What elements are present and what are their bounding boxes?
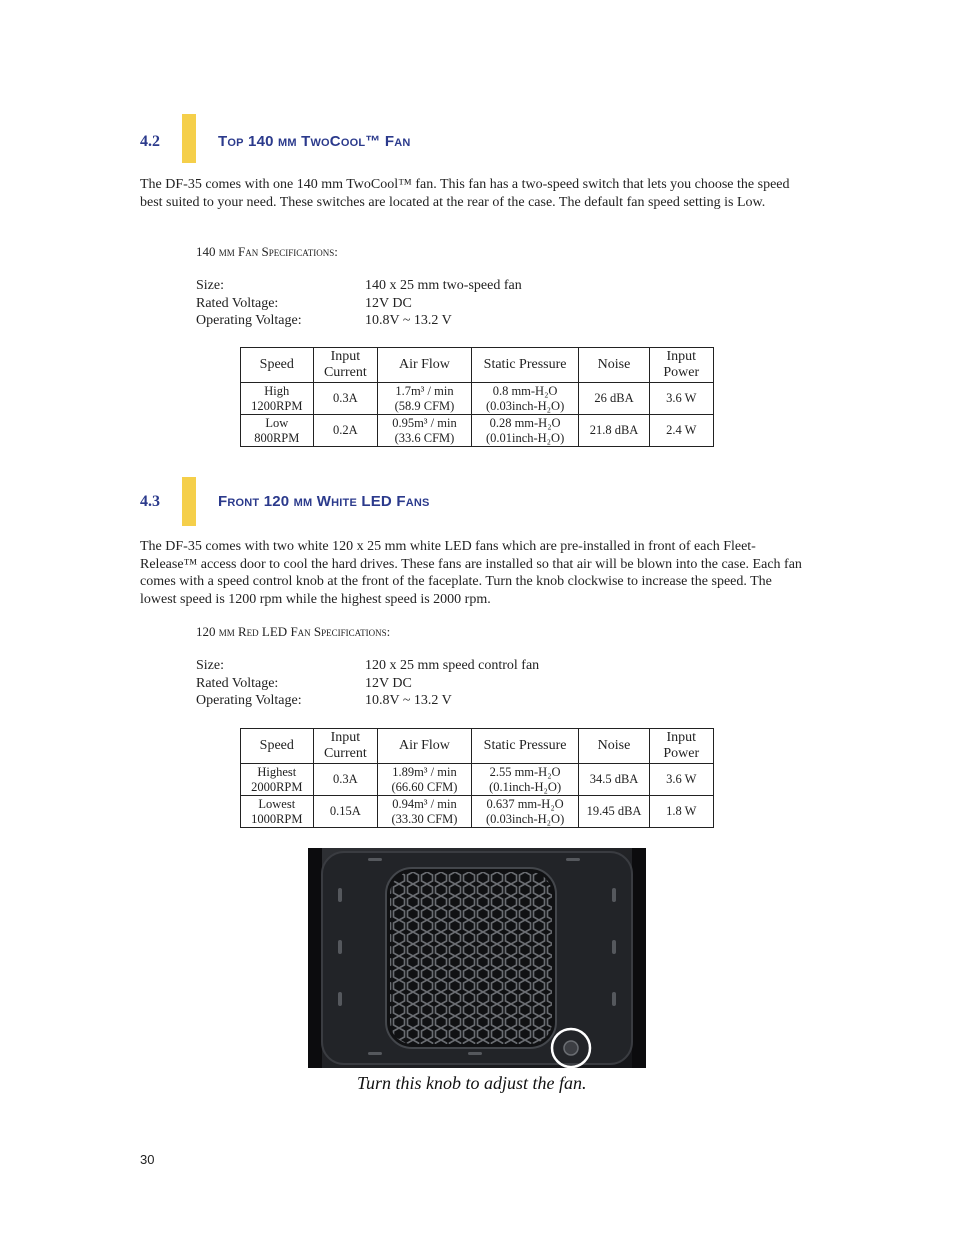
pressure-cell: [471, 796, 579, 828]
pressure-mm: 2.55 mm-H₂O: [489, 765, 561, 779]
speed-rpm: 1200RPM: [251, 398, 303, 413]
spec-label: Size:: [196, 278, 224, 293]
header-cell: Air Flow: [378, 348, 472, 383]
spec-label: Operating Voltage:: [196, 313, 302, 328]
pressure-cell: [471, 764, 579, 796]
power-cell: 3.6 W: [649, 764, 713, 796]
noise-cell: 21.8 dBA: [579, 415, 649, 447]
header-cell: Noise: [579, 348, 649, 383]
pressure-mm: 0.637 mm-H₂O: [486, 797, 564, 811]
fan-faceplate-photo: [308, 848, 646, 1068]
spec-heading: 120 mm Red LED Fan Specifications:: [196, 624, 391, 639]
power-cell: 2.4 W: [649, 415, 713, 447]
airflow-cell: [378, 383, 472, 415]
airflow-metric: 1.89m³ / min: [392, 765, 457, 779]
airflow-metric: 1.7m³ / min: [395, 384, 454, 398]
header-cell: Air Flow: [378, 729, 472, 764]
table-row: [241, 764, 714, 796]
spec-value: 10.8V ~ 13.2 V: [365, 313, 452, 328]
header-cell: Input Current: [313, 348, 378, 383]
airflow-metric: 0.94m³ / min: [392, 797, 457, 811]
spec-list: [196, 657, 696, 711]
spec-value: 12V DC: [365, 676, 412, 691]
section-accent-bar: [182, 477, 196, 526]
header-cell: Static Pressure: [471, 348, 579, 383]
noise-cell: 34.5 dBA: [579, 764, 649, 796]
airflow-cell: [378, 796, 472, 828]
speed-label: Highest: [257, 765, 297, 779]
table-header-row: [241, 729, 714, 764]
section-paragraph: The DF-35 comes with one 140 mm TwoCool™ fan. This fan has a two-speed switch that lets you choose the speed best suited to your need. These switches are located at the rear of the case. The default fan speed setting is Low.: [140, 177, 790, 210]
airflow-cell: [378, 764, 472, 796]
pressure-inch: (0.01inch-H₂O): [485, 430, 565, 445]
spec-list: [196, 277, 696, 331]
speed-cell: [241, 383, 314, 415]
header-cell: Noise: [579, 729, 649, 764]
current-cell: 0.3A: [313, 383, 378, 415]
page-number: 30: [140, 1152, 155, 1167]
noise-cell: 19.45 dBA: [579, 796, 649, 828]
current-cell: 0.3A: [313, 764, 378, 796]
section-number: 4.3: [140, 493, 160, 510]
spec-label: Operating Voltage:: [196, 693, 302, 708]
spec-row: [196, 657, 696, 675]
spec-label: Rated Voltage:: [196, 296, 279, 311]
speed-label: High: [264, 384, 290, 398]
header-cell: Input Power: [649, 348, 713, 383]
airflow-cell: [378, 415, 472, 447]
pressure-inch: (0.1inch-H₂O): [489, 779, 562, 794]
airflow-metric: 0.95m³ / min: [392, 416, 457, 430]
header-cell: Speed: [241, 729, 314, 764]
speed-cell: [241, 415, 314, 447]
pressure-inch: (0.03inch-H₂O): [485, 398, 565, 413]
spec-value: 140 x 25 mm two-speed fan: [365, 278, 522, 293]
fan-faceplate-image: [308, 848, 646, 1068]
speed-label: Lowest: [258, 797, 296, 811]
airflow-cfm: (66.60 CFM): [391, 779, 458, 794]
current-cell: 0.15A: [313, 796, 378, 828]
table-row: [241, 383, 714, 415]
header-cell: Speed: [241, 348, 314, 383]
figure-caption: Turn this knob to adjust the fan.: [357, 1073, 587, 1093]
current-cell: 0.2A: [313, 415, 378, 447]
spec-value: 120 x 25 mm speed control fan: [365, 658, 540, 673]
noise-cell: 26 dBA: [579, 383, 649, 415]
section-paragraph: The DF-35 comes with two white 120 x 25 mm white LED fans which are pre-installed in front of each Fleet-Release™ access door to cool the hard drives. These fans are installed so that air will be blown into the case. Each fan comes with a speed control knob at the front of the faceplate. Turn the knob clockwise to increase the speed. The lowest speed is 1200 rpm while the highest speed is 2000 rpm.: [140, 539, 802, 607]
pressure-mm: 0.28 mm-H₂O: [489, 416, 561, 430]
speed-rpm: 800RPM: [254, 430, 300, 445]
spec-row: [196, 692, 696, 710]
fan-spec-table: [240, 728, 714, 828]
spec-row: [196, 675, 696, 693]
spec-value: 10.8V ~ 13.2 V: [365, 693, 452, 708]
airflow-cfm: (33.30 CFM): [391, 811, 458, 826]
power-cell: 3.6 W: [649, 383, 713, 415]
pressure-mm: 0.8 mm-H₂O: [492, 384, 558, 398]
section-title: Top 140 mm TwoCool™ Fan: [218, 133, 411, 150]
spec-heading: 140 mm Fan Specifications:: [196, 244, 338, 259]
table-row: [241, 415, 714, 447]
table-header-row: [241, 348, 714, 383]
spec-value: 12V DC: [365, 296, 412, 311]
speed-cell: [241, 796, 314, 828]
spec-label: Rated Voltage:: [196, 676, 279, 691]
knob-icon: [564, 1041, 578, 1055]
section-title: Front 120 mm White LED Fans: [218, 493, 430, 510]
pressure-cell: [471, 415, 579, 447]
section-number: 4.2: [140, 133, 160, 150]
header-cell: Input Current: [313, 729, 378, 764]
spec-row: [196, 295, 696, 313]
speed-rpm: 1000RPM: [251, 811, 303, 826]
section-accent-bar: [182, 114, 196, 163]
pressure-inch: (0.03inch-H₂O): [485, 811, 565, 826]
table-row: [241, 796, 714, 828]
speed-cell: [241, 764, 314, 796]
spec-label: Size:: [196, 658, 224, 673]
spec-row: [196, 312, 696, 330]
power-cell: 1.8 W: [649, 796, 713, 828]
airflow-cfm: (33.6 CFM): [394, 430, 455, 445]
speed-rpm: 2000RPM: [251, 779, 303, 794]
header-cell: Input Power: [649, 729, 713, 764]
fan-spec-table: [240, 347, 714, 447]
spec-row: [196, 277, 696, 295]
speed-label: Low: [265, 416, 289, 430]
header-cell: Static Pressure: [471, 729, 579, 764]
airflow-cfm: (58.9 CFM): [394, 398, 455, 413]
pressure-cell: [471, 383, 579, 415]
